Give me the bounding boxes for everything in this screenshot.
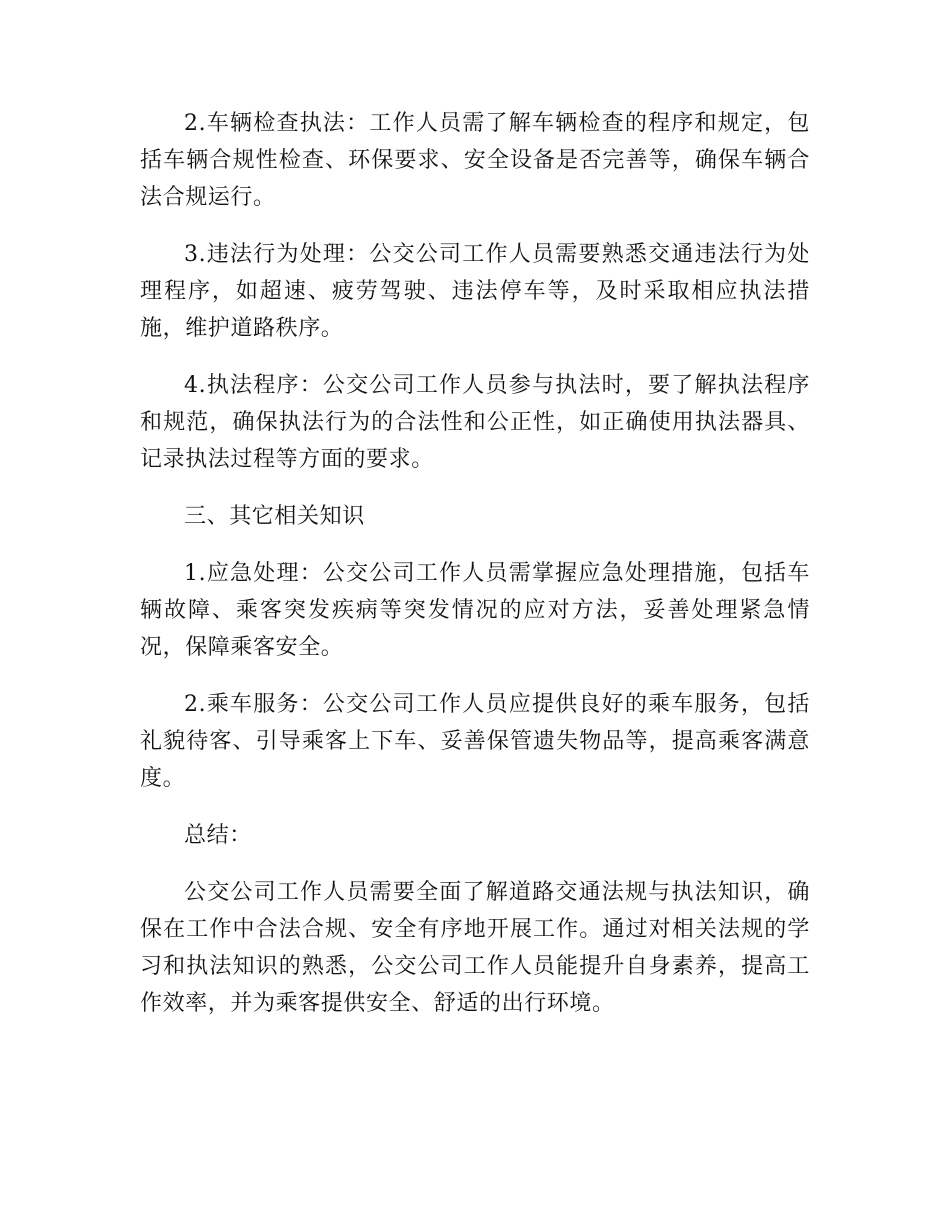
paragraph-emergency-handling: 1.应急处理：公交公司工作人员需掌握应急处理措施，包括车辆故障、乘客突发疾病等突发情况的应对方法，妥善处理紧急情况，保障乘客安全。 bbox=[140, 561, 810, 660]
paragraph-violation-handling: 3.违法行为处理：公交公司工作人员需要熟悉交通违法行为处理程序，如超速、疲劳驾驶、违法停车等，及时采取相应执法措施，维护道路秩序。 bbox=[140, 242, 810, 341]
paragraph-riding-service: 2.乘车服务：公交公司工作人员应提供良好的乘车服务，包括礼貌待客、引导乘客上下车、妥善保管遗失物品等，提高乘客满意度。 bbox=[140, 692, 810, 791]
paragraph-enforcement-procedure: 4.执法程序：公交公司工作人员参与执法时，要了解执法程序和规范，确保执法行为的合法性和公正性，如正确使用执法器具、记录执法过程等方面的要求。 bbox=[140, 373, 810, 472]
summary-heading: 总结： bbox=[184, 823, 252, 848]
paragraph-vehicle-inspection: 2.车辆检查执法：工作人员需了解车辆检查的程序和规定，包括车辆合规性检查、环保要求、安全设备是否完善等，确保车辆合法合规运行。 bbox=[140, 111, 810, 210]
section-heading-other-knowledge: 三、其它相关知识 bbox=[184, 504, 365, 529]
document-body bbox=[140, 105, 810, 1022]
paragraph-summary: 公交公司工作人员需要全面了解道路交通法规与执法知识，确保在工作中合法合规、安全有序地开展工作。通过对相关法规的学习和执法知识的熟悉，公交公司工作人员能提升自身素养，提高工作效率，并为乘客提供安全、舒适的出行环境。 bbox=[140, 880, 810, 1016]
